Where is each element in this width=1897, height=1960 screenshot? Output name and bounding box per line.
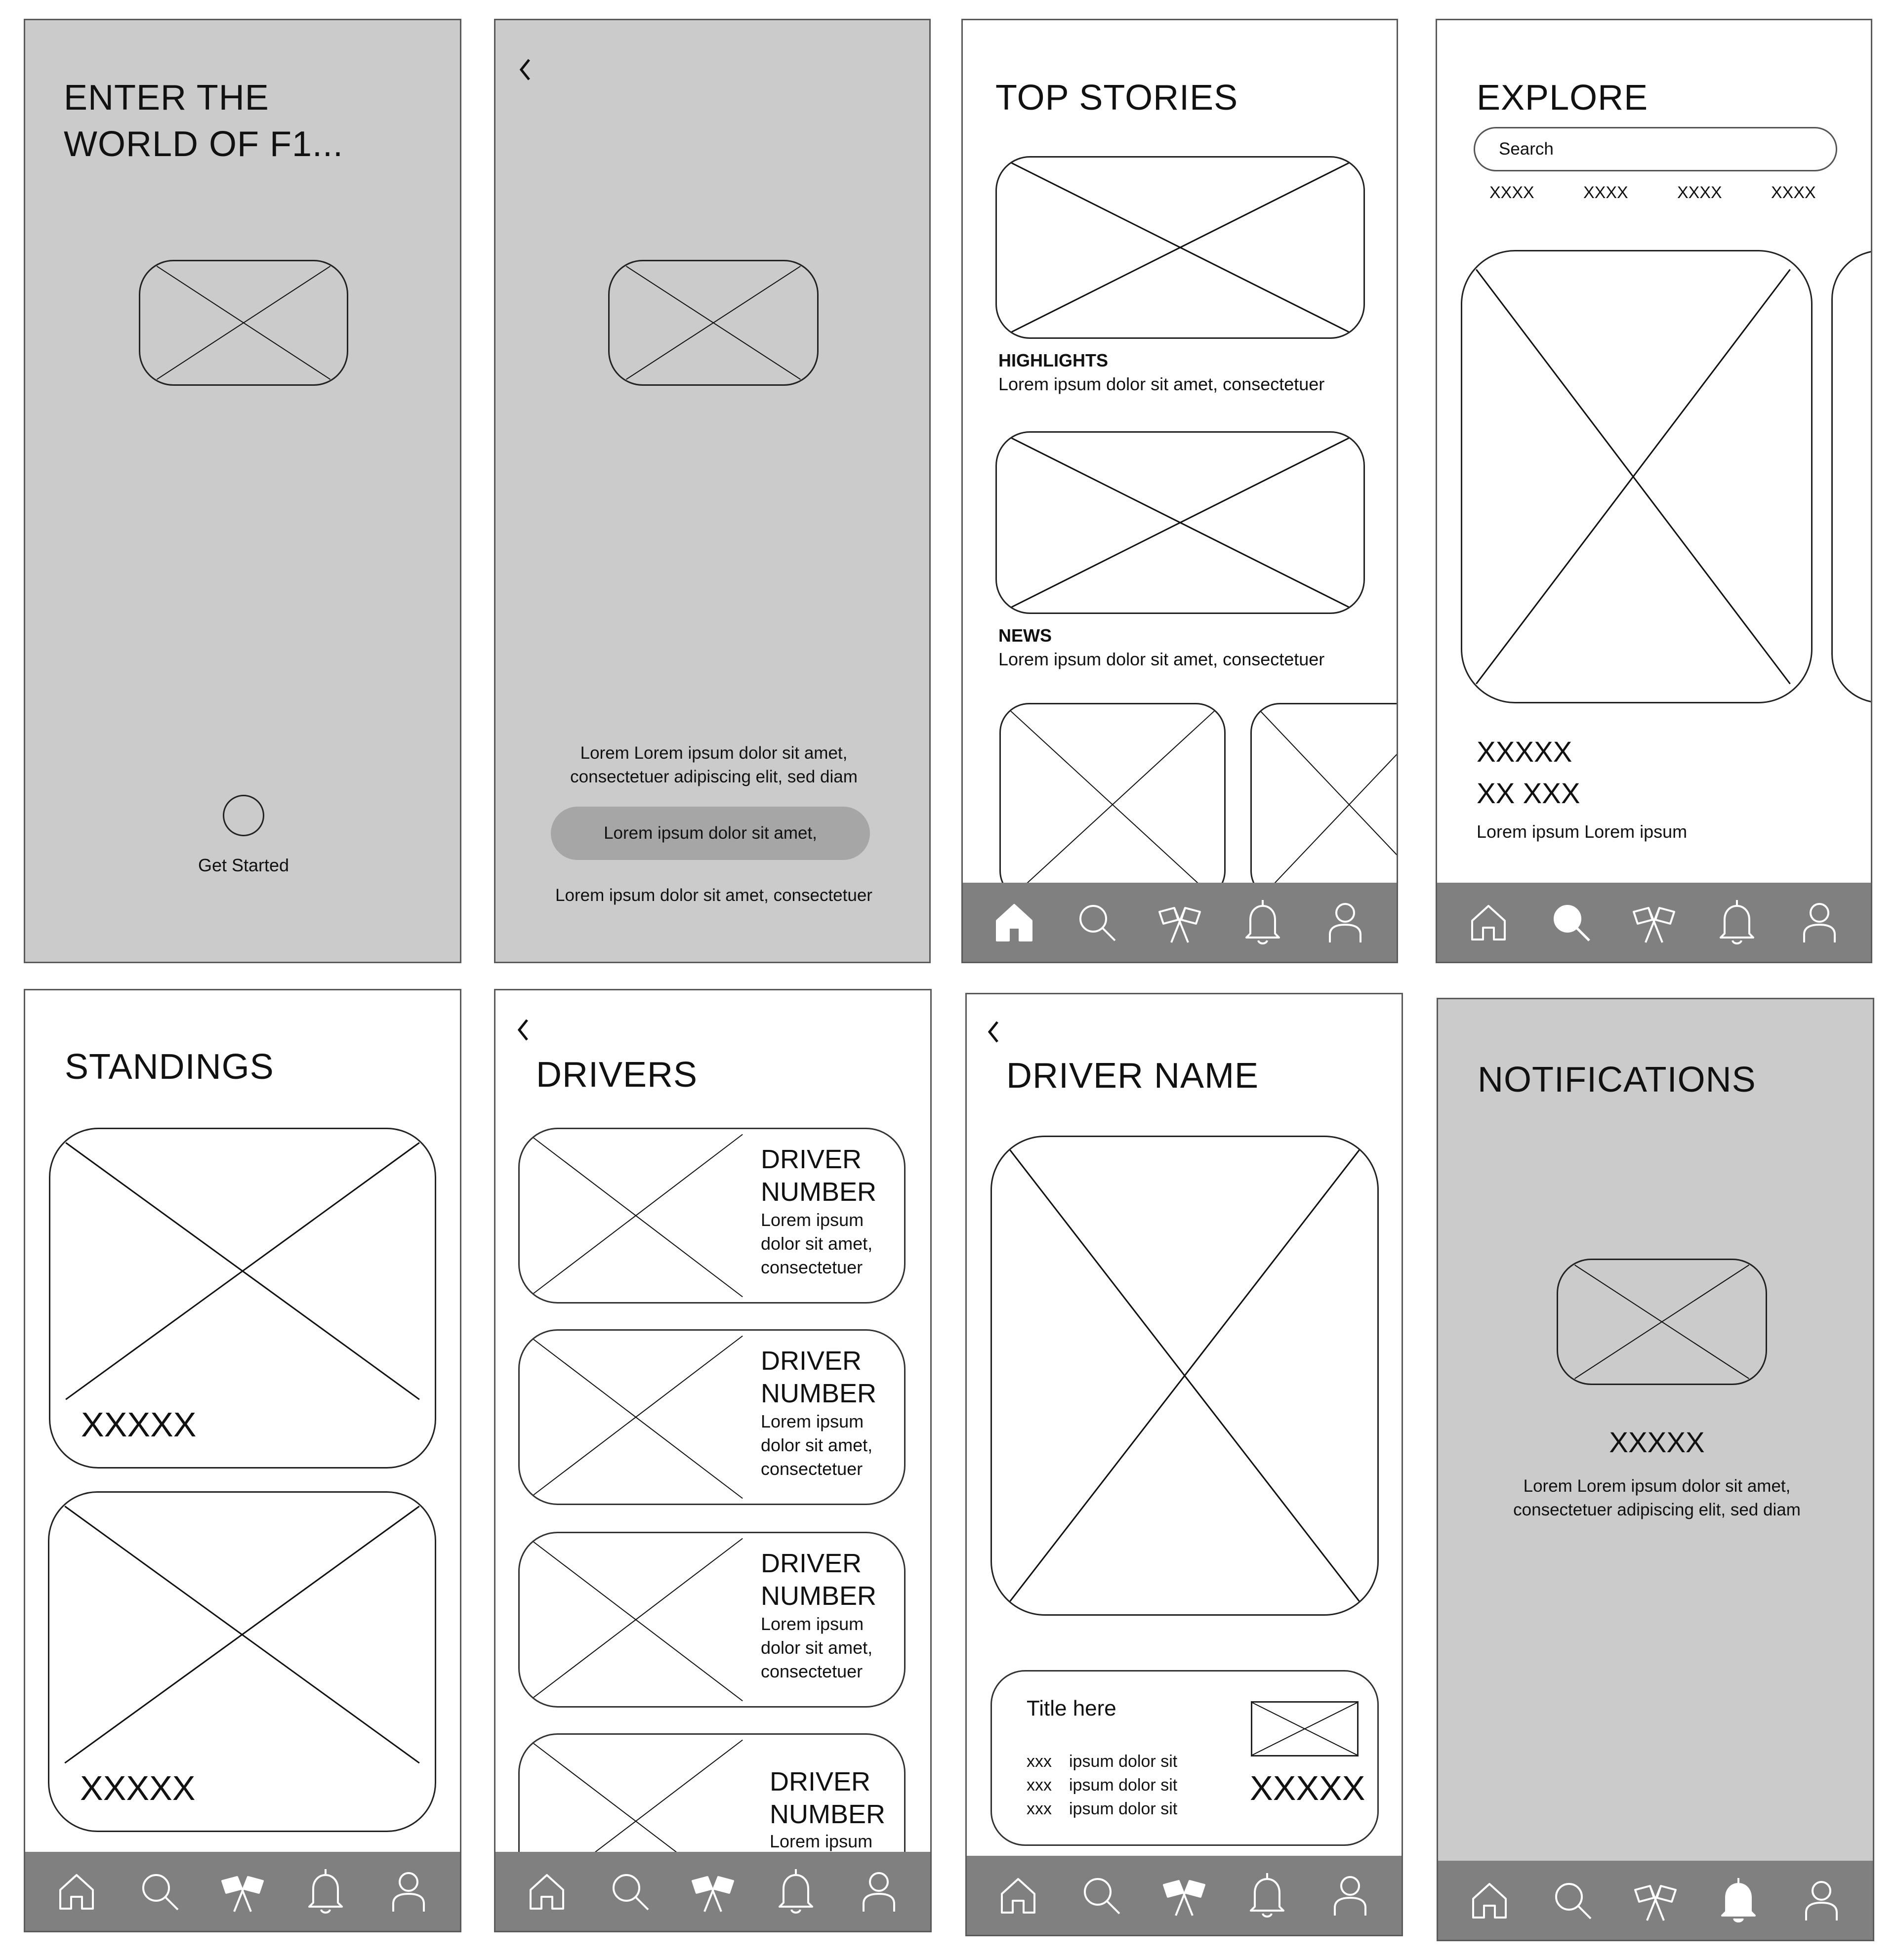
back-arrow-icon[interactable]	[984, 1017, 1003, 1047]
driver-number-label: NUMBER	[761, 1177, 877, 1207]
info-row-value: ipsum dolor sit	[1069, 1799, 1178, 1818]
next-card-peek[interactable]	[1831, 250, 1872, 703]
search-icon[interactable]	[603, 1864, 657, 1919]
driver-label: DRIVER	[761, 1549, 862, 1578]
driver-card[interactable]	[518, 1128, 906, 1304]
notification-text-line: Lorem Lorem ipsum dolor sit amet,	[1523, 1476, 1791, 1496]
info-row	[1027, 1750, 1177, 1773]
card-text: Lorem ipsum Lorem ipsum	[1477, 821, 1688, 842]
bottom-navbar	[1437, 883, 1871, 962]
story-thumb-placeholder[interactable]	[999, 703, 1226, 900]
page-title: DRIVER NAME	[1006, 1056, 1259, 1096]
page-title: EXPLORE	[1477, 78, 1649, 118]
driver-number	[761, 1143, 876, 1208]
driver-desc	[761, 1410, 872, 1481]
driver-number-label: NUMBER	[761, 1379, 877, 1408]
intro-text-line-2: consectetuer adipiscing elit, sed diam	[570, 767, 858, 786]
screen-drivers	[494, 989, 932, 1932]
team-logo-placeholder	[1251, 1701, 1359, 1756]
standings-card[interactable]	[48, 1491, 436, 1832]
driver-card[interactable]	[518, 1329, 906, 1505]
bell-icon[interactable]	[1236, 895, 1290, 949]
driver-image-placeholder	[520, 1129, 752, 1302]
filter-chip[interactable]: XXXX	[1771, 183, 1816, 202]
notification-heading: XXXXX	[1609, 1427, 1705, 1459]
driver-desc-line: dolor sit amet,	[761, 1233, 873, 1254]
search-icon[interactable]	[1544, 895, 1598, 949]
driver-number	[770, 1765, 885, 1831]
home-icon[interactable]	[987, 895, 1041, 949]
highlights-image-placeholder[interactable]	[995, 156, 1365, 339]
driver-info-card[interactable]	[990, 1670, 1379, 1846]
driver-desc-line: Lorem ipsum	[761, 1411, 864, 1431]
page-title: DRIVERS	[536, 1055, 698, 1095]
story-thumb-placeholder[interactable]	[1250, 703, 1398, 900]
notification-text	[1458, 1474, 1856, 1522]
screen-welcome	[24, 19, 461, 963]
profile-icon[interactable]	[381, 1864, 436, 1919]
screen-notifications	[1437, 998, 1874, 1941]
driver-label: DRIVER	[761, 1144, 862, 1174]
screen-intro	[494, 19, 931, 963]
driver-image-placeholder	[520, 1533, 752, 1706]
home-icon[interactable]	[1462, 1873, 1517, 1927]
home-icon[interactable]	[1461, 895, 1516, 949]
bottom-navbar	[495, 1852, 930, 1931]
standings-card-label: XXXXX	[81, 1405, 197, 1444]
info-row-key: xxx	[1027, 1799, 1052, 1818]
bell-icon[interactable]	[1710, 895, 1764, 949]
driver-desc	[761, 1208, 872, 1279]
driver-label: DRIVER	[770, 1767, 871, 1797]
driver-desc-line: Lorem ipsum	[770, 1831, 873, 1851]
race-flags-icon[interactable]	[1627, 895, 1681, 949]
driver-photo-placeholder	[990, 1136, 1379, 1616]
driver-desc-line: consectetuer	[761, 1257, 863, 1277]
intro-footer-link[interactable]: Lorem ipsum dolor sit amet, consectetuer	[555, 886, 872, 905]
info-row-key: xxx	[1027, 1776, 1052, 1795]
driver-number-label: NUMBER	[761, 1581, 877, 1611]
search-input[interactable]	[1474, 127, 1837, 171]
bottom-navbar	[967, 1856, 1402, 1935]
driver-number	[761, 1345, 876, 1410]
home-icon[interactable]	[520, 1864, 574, 1919]
driver-desc-line: Lorem ipsum	[761, 1210, 864, 1230]
notification-image-placeholder	[1557, 1259, 1767, 1385]
bottom-navbar	[1438, 1861, 1873, 1940]
screen-standings	[24, 989, 461, 1932]
profile-icon[interactable]	[1792, 895, 1847, 949]
bottom-navbar	[25, 1852, 460, 1931]
driver-desc-line: consectetuer	[761, 1661, 863, 1681]
headline-line-2: WORLD OF F1...	[64, 124, 344, 164]
info-row-value: ipsum dolor sit	[1069, 1776, 1178, 1795]
screen-top-stories	[961, 19, 1398, 963]
intro-text	[515, 741, 912, 789]
bell-icon[interactable]	[298, 1864, 353, 1919]
home-icon[interactable]	[991, 1868, 1045, 1922]
driver-number-label: NUMBER	[770, 1799, 886, 1829]
highlights-heading: HIGHLIGHTS	[998, 350, 1108, 370]
search-placeholder: Search	[1499, 139, 1554, 159]
race-flags-icon[interactable]	[1628, 1873, 1683, 1927]
search-icon[interactable]	[1545, 1873, 1600, 1927]
search-icon[interactable]	[1074, 1868, 1128, 1922]
driver-desc-line: dolor sit amet,	[761, 1637, 873, 1658]
card-title: XXXXX	[1477, 736, 1572, 768]
highlights-text: Lorem ipsum dolor sit amet, consectetuer	[998, 374, 1325, 394]
page-title: TOP STORIES	[995, 78, 1238, 118]
info-row-value: ipsum dolor sit	[1069, 1752, 1178, 1771]
welcome-headline	[64, 75, 343, 167]
notification-text-line: consectetuer adipiscing elit, sed diam	[1513, 1500, 1801, 1519]
primary-pill-button[interactable]	[551, 807, 870, 860]
screen-driver-detail	[965, 993, 1403, 1936]
get-started-circle-button[interactable]	[223, 795, 264, 836]
filter-chip[interactable]: XXXX	[1677, 183, 1722, 202]
info-row	[1027, 1773, 1177, 1797]
image-placeholder	[608, 260, 819, 386]
info-row	[1027, 1797, 1177, 1821]
card-subtitle: XX XXX	[1477, 777, 1580, 810]
profile-icon[interactable]	[1323, 1868, 1377, 1922]
page-title: NOTIFICATIONS	[1478, 1060, 1756, 1100]
profile-icon[interactable]	[1794, 1873, 1849, 1927]
race-flags-icon[interactable]	[1157, 1868, 1211, 1922]
news-text: Lorem ipsum dolor sit amet, consectetuer	[998, 649, 1325, 669]
driver-desc	[761, 1612, 872, 1683]
race-flags-icon[interactable]	[1153, 895, 1207, 949]
race-flags-icon[interactable]	[686, 1864, 740, 1919]
filter-chip[interactable]: XXXX	[1489, 183, 1534, 202]
bell-icon[interactable]	[769, 1864, 823, 1919]
driver-desc-line: dolor sit amet,	[761, 1435, 873, 1455]
news-heading: NEWS	[998, 625, 1052, 646]
driver-desc-line: Lorem ipsum	[761, 1614, 864, 1634]
back-arrow-icon[interactable]	[513, 1015, 533, 1045]
search-icon[interactable]	[132, 1864, 187, 1919]
logo-placeholder	[139, 260, 348, 386]
bell-icon[interactable]	[1240, 1868, 1294, 1922]
driver-number-value: XXXXX	[1250, 1769, 1365, 1807]
race-flags-icon[interactable]	[215, 1864, 270, 1919]
news-image-placeholder[interactable]	[995, 431, 1365, 614]
home-icon[interactable]	[49, 1864, 104, 1919]
screen-explore	[1436, 19, 1872, 963]
info-row-key: xxx	[1027, 1752, 1052, 1771]
get-started-label[interactable]: Get Started	[198, 855, 289, 875]
info-rows	[1027, 1750, 1177, 1821]
driver-image-placeholder	[520, 1331, 752, 1504]
driver-label: DRIVER	[761, 1346, 862, 1376]
standings-card[interactable]	[49, 1128, 436, 1469]
profile-icon[interactable]	[852, 1864, 906, 1919]
back-arrow-icon[interactable]	[515, 55, 535, 84]
explore-card-image-placeholder[interactable]	[1461, 250, 1813, 703]
page-title: STANDINGS	[65, 1047, 274, 1087]
intro-text-line-1: Lorem Lorem ipsum dolor sit amet,	[580, 743, 848, 763]
driver-card[interactable]	[518, 1532, 906, 1708]
bell-icon[interactable]	[1711, 1873, 1766, 1927]
info-card-title: Title here	[1027, 1696, 1116, 1720]
headline-line-1: ENTER THE	[64, 78, 269, 118]
search-icon[interactable]	[1070, 895, 1124, 949]
driver-number	[761, 1547, 876, 1612]
filter-chip[interactable]: XXXX	[1583, 183, 1628, 202]
driver-desc-line: consectetuer	[761, 1459, 863, 1479]
bottom-navbar	[963, 883, 1397, 962]
standings-card-label: XXXXX	[80, 1769, 196, 1807]
primary-pill-button-label: Lorem ipsum dolor sit amet,	[604, 823, 817, 843]
profile-icon[interactable]	[1318, 895, 1372, 949]
